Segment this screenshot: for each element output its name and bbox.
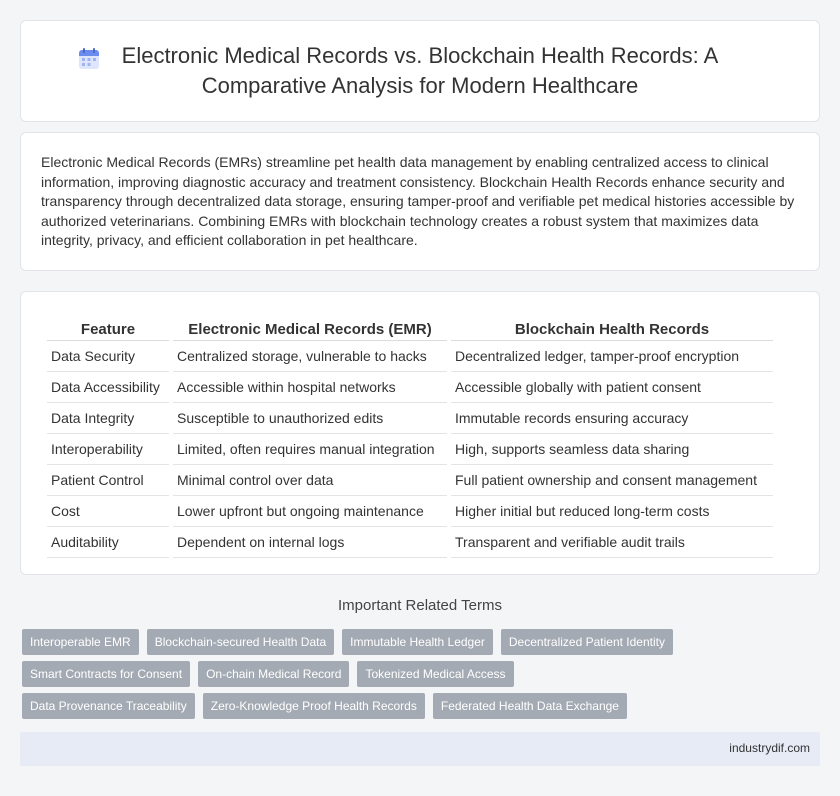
emr-cell: Minimal control over data — [173, 465, 447, 496]
related-term-tag[interactable]: Zero-Knowledge Proof Health Records — [203, 693, 425, 719]
table-row — [47, 403, 773, 434]
blockchain-cell: Accessible globally with patient consent — [451, 372, 773, 403]
table-row — [47, 341, 773, 372]
blockchain-cell: Full patient ownership and consent management — [451, 465, 773, 496]
header-feature: Feature — [47, 314, 169, 341]
related-terms-list — [22, 629, 702, 725]
feature-cell: Cost — [47, 496, 169, 527]
feature-cell: Data Security — [47, 341, 169, 372]
table-row — [47, 434, 773, 465]
feature-cell: Auditability — [47, 527, 169, 558]
table-row — [47, 465, 773, 496]
table-row — [47, 496, 773, 527]
footer-site-link[interactable]: industrydif.com — [729, 741, 810, 755]
related-term-tag[interactable]: On-chain Medical Record — [198, 661, 349, 687]
intro-paragraph: Electronic Medical Records (EMRs) streamline pet health data management by enabling centralized access to clinical information, improving diagnostic accuracy and treatment consistency. Blockchain Health Records enhance security and transparency through decentralized data storage, ensuring tamper-proof and verifiable pet medical histories accessible by authorized veterinarians. Combining EMRs with blockchain technology creates a robust system that maximizes data integrity, privacy, and efficient collaboration in pet healthcare. — [41, 154, 795, 248]
header-blockchain: Blockchain Health Records — [451, 314, 773, 341]
blockchain-cell: Higher initial but reduced long-term costs — [451, 496, 773, 527]
related-term-tag[interactable]: Tokenized Medical Access — [357, 661, 513, 687]
blockchain-cell: Decentralized ledger, tamper-proof encryption — [451, 341, 773, 372]
blockchain-cell: High, supports seamless data sharing — [451, 434, 773, 465]
emr-cell: Centralized storage, vulnerable to hacks — [173, 341, 447, 372]
page-title: Electronic Medical Records vs. Blockchain Health Records: A Comparative Analysis for Modern Healthcare — [121, 43, 719, 98]
feature-cell: Interoperability — [47, 434, 169, 465]
related-terms-heading: Important Related Terms — [338, 597, 502, 614]
related-term-tag[interactable]: Data Provenance Traceability — [22, 693, 195, 719]
related-term-tag[interactable]: Blockchain-secured Health Data — [147, 629, 334, 655]
emr-cell: Susceptible to unauthorized edits — [173, 403, 447, 434]
comparison-card — [20, 291, 820, 575]
feature-cell: Patient Control — [47, 465, 169, 496]
table-header-row — [47, 314, 773, 341]
emr-cell: Dependent on internal logs — [173, 527, 447, 558]
related-term-tag[interactable]: Immutable Health Ledger — [342, 629, 493, 655]
table-row — [47, 372, 773, 403]
header-emr: Electronic Medical Records (EMR) — [173, 314, 447, 341]
feature-cell: Data Integrity — [47, 403, 169, 434]
emr-cell: Lower upfront but ongoing maintenance — [173, 496, 447, 527]
emr-cell: Accessible within hospital networks — [173, 372, 447, 403]
title-card — [20, 20, 820, 122]
related-term-tag[interactable]: Smart Contracts for Consent — [22, 661, 190, 687]
blockchain-cell: Transparent and verifiable audit trails — [451, 527, 773, 558]
related-term-tag[interactable]: Federated Health Data Exchange — [433, 693, 627, 719]
blockchain-cell: Immutable records ensuring accuracy — [451, 403, 773, 434]
feature-cell: Data Accessibility — [47, 372, 169, 403]
related-term-tag[interactable]: Decentralized Patient Identity — [501, 629, 673, 655]
intro-card — [20, 132, 820, 271]
footer-bar — [20, 732, 820, 766]
related-term-tag[interactable]: Interoperable EMR — [22, 629, 139, 655]
table-row — [47, 527, 773, 558]
emr-cell: Limited, often requires manual integration — [173, 434, 447, 465]
comparison-table — [43, 314, 777, 558]
